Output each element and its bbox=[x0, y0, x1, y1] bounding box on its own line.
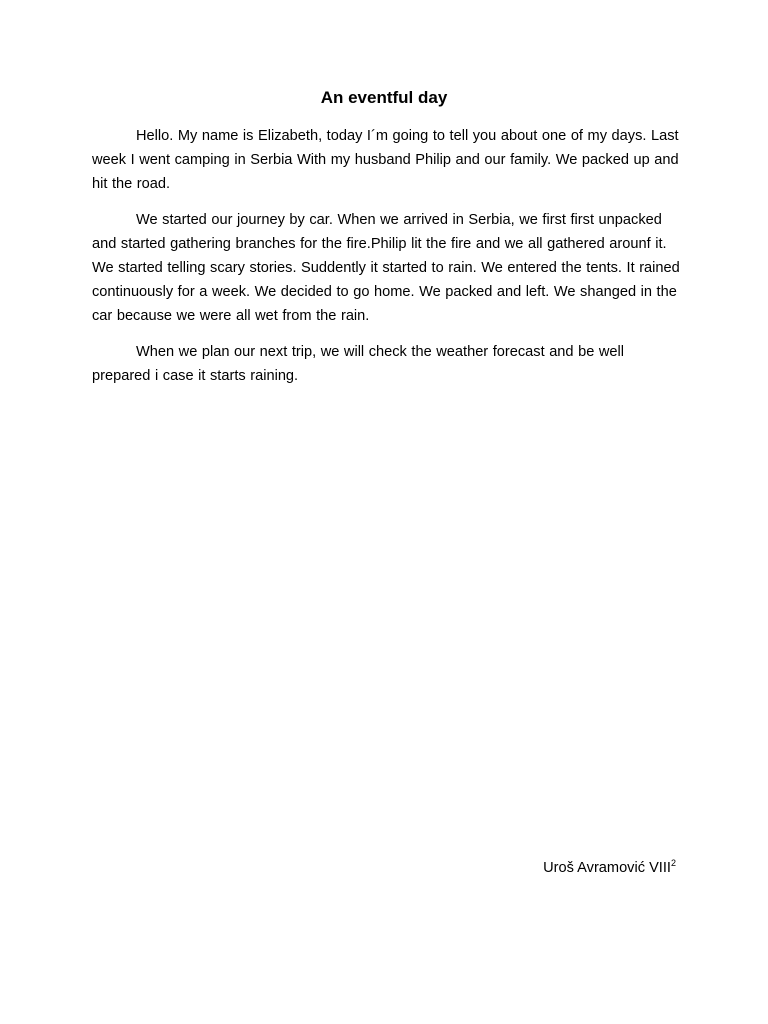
author-name: Uroš Avramović VIII bbox=[543, 860, 671, 876]
author-signature bbox=[543, 856, 676, 880]
document-title: An eventful day bbox=[320, 88, 448, 107]
class-superscript: 2 bbox=[670, 858, 676, 868]
paragraph-1: Hello. My name is Elizabeth, today I´m going to tell you about one of my days. Last week I went camping in Serbia With my husband Philip and our family. We packed up and hit the road. bbox=[92, 128, 679, 192]
paragraph-3: When we plan our next trip, we will check the weather forecast and be well prepared i case it starts raining. bbox=[92, 344, 625, 384]
document-body bbox=[92, 124, 680, 400]
paragraph-2: We started our journey by car. When we arrived in Serbia, we first first unpacked and started gathering branches for the fire.Philip lit the fire and we all gathered arounf it. We started telling scary stories. Suddently it started to rain. We entered the tents. It rained continuously for a week. We decided to go home. We packed and left. We shanged in the car because we were all wet from the rain. bbox=[92, 212, 680, 324]
